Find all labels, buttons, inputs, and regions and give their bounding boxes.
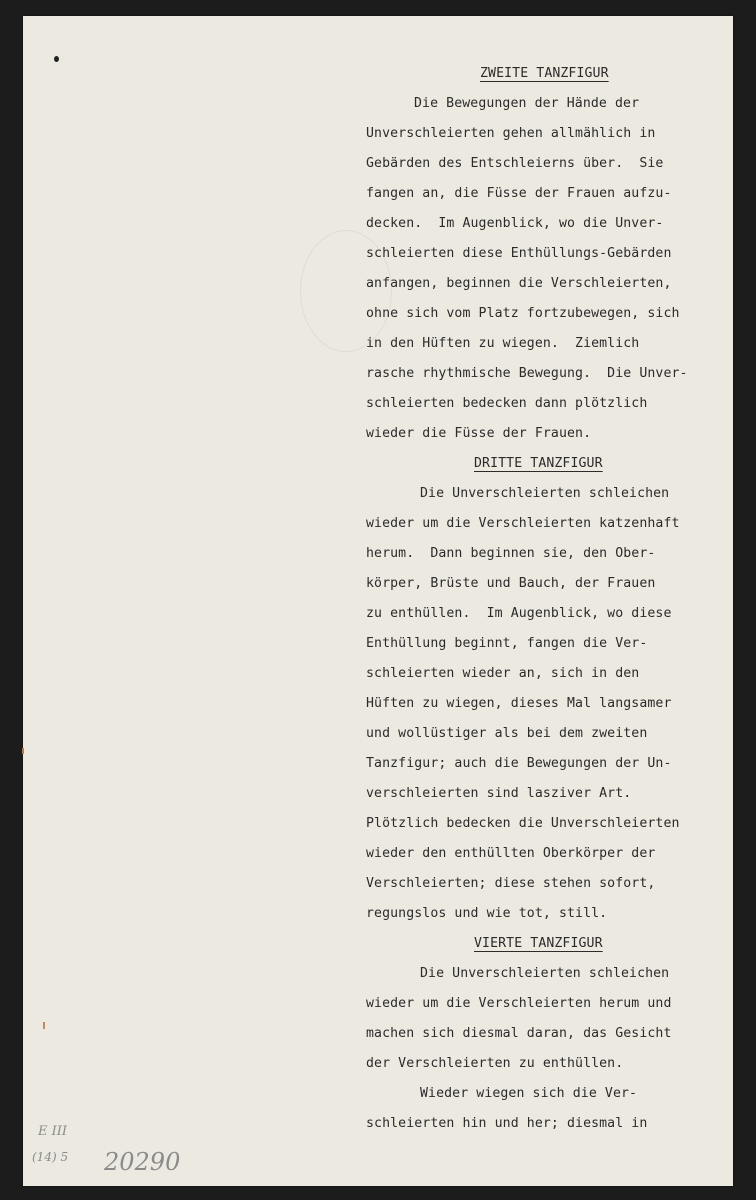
text-line: ohne sich vom Platz fortzubewegen, sich — [366, 306, 680, 321]
text-line: herum. Dann beginnen sie, den Ober- — [366, 546, 656, 561]
section-heading: VIERTE TANZFIGUR — [474, 936, 603, 951]
text-line: schleierten diese Enthüllungs-Gebärden — [366, 246, 672, 261]
text-line: anfangen, beginnen die Verschleierten, — [366, 276, 672, 291]
text-line: rasche rhythmische Bewegung. Die Unver- — [366, 366, 688, 381]
section-heading: ZWEITE TANZFIGUR — [480, 66, 609, 81]
text-line: Die Bewegungen der Hände der — [414, 96, 640, 111]
text-line: wieder den enthüllten Oberkörper der — [366, 846, 656, 861]
text-line: Unverschleierten gehen allmählich in — [366, 126, 656, 141]
text-line: regungslos und wie tot, still. — [366, 906, 608, 921]
folio-mark: (14) 5 — [32, 1150, 69, 1164]
text-line: schleierten hin und her; diesmal in — [366, 1116, 648, 1131]
text-line: in den Hüften zu wiegen. Ziemlich — [366, 336, 640, 351]
archive-number: 20290 — [104, 1148, 181, 1176]
text-line: decken. Im Augenblick, wo die Unver- — [366, 216, 664, 231]
text-line: Die Unverschleierten schleichen — [420, 486, 670, 501]
section-heading: DRITTE TANZFIGUR — [474, 456, 603, 471]
archive-mark: E III — [38, 1124, 68, 1139]
text-line: Enthüllung beginnt, fangen die Ver- — [366, 636, 648, 651]
text-line: fangen an, die Füsse der Frauen aufzu- — [366, 186, 672, 201]
text-line: der Verschleierten zu enthüllen. — [366, 1056, 624, 1071]
text-line: Verschleierten; diese stehen sofort, — [366, 876, 656, 891]
text-line: machen sich diesmal daran, das Gesicht — [366, 1026, 672, 1041]
text-line: wieder um die Verschleierten herum und — [366, 996, 672, 1011]
text-line: Gebärden des Entschleierns über. Sie — [366, 156, 664, 171]
text-line: zu enthüllen. Im Augenblick, wo diese — [366, 606, 672, 621]
text-line: Tanzfigur; auch die Bewegungen der Un- — [366, 756, 672, 771]
text-line: schleierten wieder an, sich in den — [366, 666, 640, 681]
text-line: Plötzlich bedecken die Unverschleierten — [366, 816, 680, 831]
text-line: wieder um die Verschleierten katzenhaft — [366, 516, 680, 531]
text-line: wieder die Füsse der Frauen. — [366, 426, 592, 441]
text-line: Hüften zu wiegen, dieses Mal langsamer — [366, 696, 672, 711]
text-line: Die Unverschleierten schleichen — [420, 966, 670, 981]
text-line: Wieder wiegen sich die Ver- — [420, 1086, 638, 1101]
text-line: körper, Brüste und Bauch, der Frauen — [366, 576, 656, 591]
text-line: verschleierten sind lasziver Art. — [366, 786, 632, 801]
text-line: und wollüstiger als bei dem zweiten — [366, 726, 648, 741]
text-line: schleierten bedecken dann plötzlich — [366, 396, 648, 411]
